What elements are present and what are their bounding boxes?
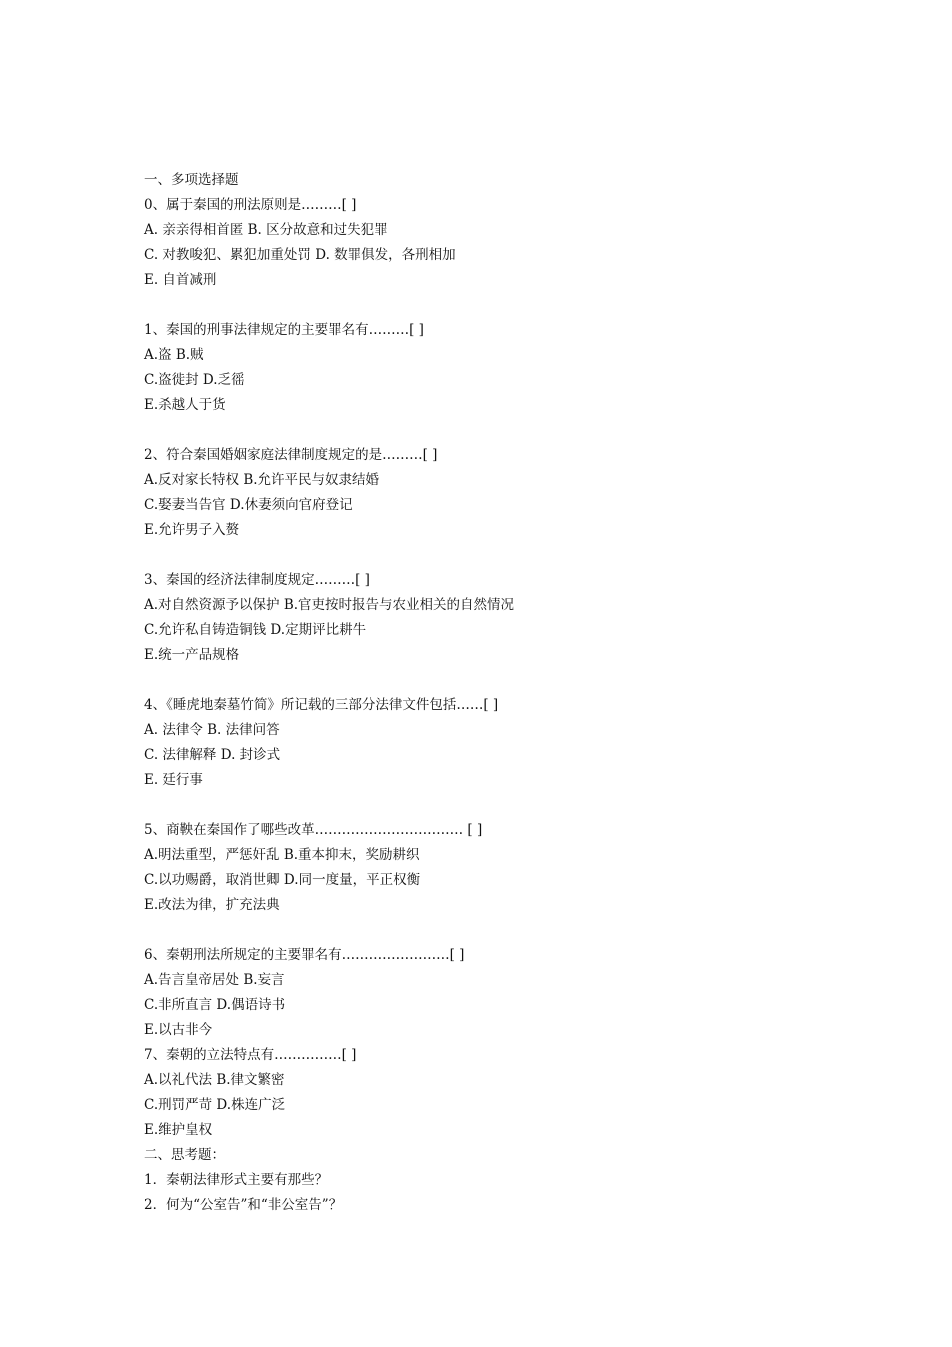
question-1-options-cd: C.盗徙封 D.乏徭 [144,372,245,388]
question-2-options-ab: A.反对家长特权 B.允许平民与奴隶结婚 [144,472,380,488]
question-1: 1、秦国的刑事法律规定的主要罪名有………[ ] [144,322,424,338]
question-4-option-e: E. 廷行事 [144,772,203,788]
question-2-options-cd: C.娶妻当告官 D.休妻须向官府登记 [144,497,353,513]
question-1-options-ab: A.盗 B.贼 [144,347,204,363]
question-5-options-cd: C.以功赐爵，取消世卿 D.同一度量，平正权衡 [144,872,421,888]
question-7-options-ab: A.以礼代法 B.律文繁密 [144,1072,285,1088]
question-5: 5、商鞅在秦国作了哪些改革…………………………… [ ] [144,822,483,838]
section-heading-multiple-choice: 一、多项选择题 [144,172,239,188]
question-7-options-cd: C.刑罚严苛 D.株连广泛 [144,1097,286,1113]
blank-line [144,793,844,818]
question-0-options-ab: A. 亲亲得相首匿 B. 区分故意和过失犯罪 [144,222,388,238]
question-6-options-cd: C.非所直言 D.偶语诗书 [144,997,286,1013]
question-7-option-e: E.维护皇权 [144,1122,213,1138]
question-3-option-e: E.统一产品规格 [144,647,240,663]
question-6-option-e: E.以古非今 [144,1022,213,1038]
discussion-item-2: 2．何为“公室告”和“非公室告”？ [144,1197,343,1213]
question-6-options-ab: A.告言皇帝居处 B.妄言 [144,972,285,988]
section-heading-discussion: 二、思考题： [144,1147,225,1163]
question-0: 0、属于秦国的刑法原则是………[ ] [144,197,357,213]
blank-line [144,418,844,443]
document-page [144,168,844,1218]
blank-line [144,918,844,943]
question-6: 6、秦朝刑法所规定的主要罪名有……………………[ ] [144,947,465,963]
question-2-option-e: E.允许男子入赘 [144,522,240,538]
question-1-option-e: E.杀越人于货 [144,397,226,413]
question-0-option-e: E. 自首减刑 [144,272,217,288]
question-3-options-cd: C.允许私自铸造铜钱 D.定期评比耕牛 [144,622,367,638]
question-0-options-cd: C. 对教唆犯、累犯加重处罚 D. 数罪俱发，各刑相加 [144,247,456,263]
blank-line [144,293,844,318]
question-4-options-ab: A. 法律令 B. 法律问答 [144,722,280,738]
question-2: 2、符合秦国婚姻家庭法律制度规定的是………[ ] [144,447,438,463]
blank-line [144,543,844,568]
question-3-options-ab: A.对自然资源予以保护 B.官吏按时报告与农业相关的自然情况 [144,597,515,613]
question-4: 4、《睡虎地秦墓竹简》所记载的三部分法律文件包括……[ ] [144,697,499,713]
question-7: 7、秦朝的立法特点有……………[ ] [144,1047,357,1063]
blank-line [144,668,844,693]
question-4-options-cd: C. 法律解释 D. 封诊式 [144,747,281,763]
discussion-item-1: 1．秦朝法律形式主要有那些？ [144,1172,329,1188]
question-5-option-e: E.改法为律，扩充法典 [144,897,280,913]
question-3: 3、秦国的经济法律制度规定………[ ] [144,572,370,588]
question-5-options-ab: A.明法重型，严惩奸乱 B.重本抑末，奖励耕织 [144,847,420,863]
